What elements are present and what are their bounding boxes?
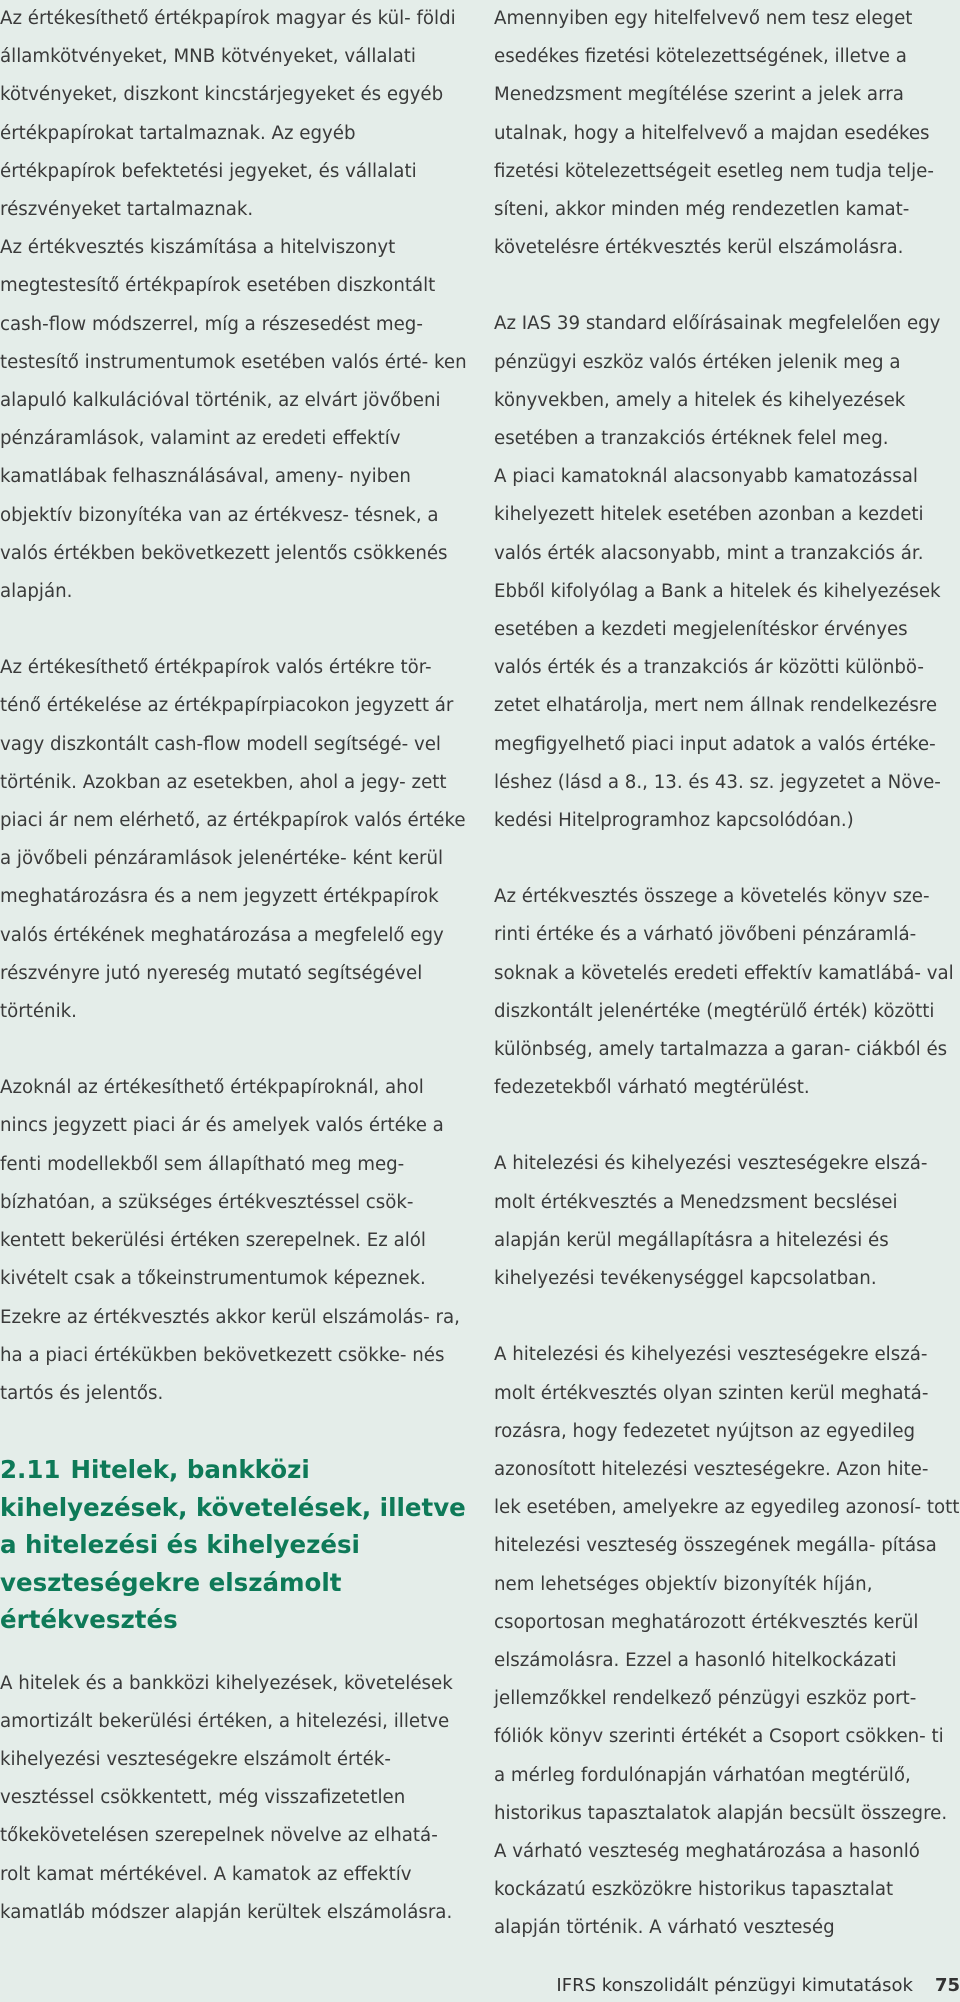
right-column (494, 0, 960, 1948)
page-number: 75 (934, 1975, 960, 1996)
section-heading (0, 1451, 470, 1639)
left-column (0, 0, 470, 1932)
section-number: 2.11 (0, 1455, 61, 1485)
paragraph: Amennyiben egy hitelfelvevő nem tesz eleget esedékes fizetési kötelezettségének, illetve a Menedzsment megítélése szerint a jelek arra utalnak, hogy a hitelfelvevő a majdan esedékes fizetési kötelezettségeit esetleg nem tudja telje- síteni, akkor minden még rendezetlen kamat- követelésre értékvesztés kerül elszámolásra. (494, 8, 934, 259)
paragraph: Az értékesíthető értékpapírok magyar és kül- földi államkötvényeket, MNB kötvényeket, vállalati kötvényeket, diszkont kincstárjegyeket és egyéb értékpapírokat tartalmaznak. Az egyéb értékpapírok befektetési jegyeket, és vállalati részvényeket tartalmaznak. (0, 8, 456, 221)
section-title: Hitelek, bankközi kihelyezések, követelések, illetve a hitelezési és kihelyezési veszteségekre elszámolt értékvesztés (0, 1455, 466, 1635)
paragraph: Az IAS 39 standard előírásainak megfelelően egy pénzügyi eszköz valós értéken jelenik meg a könyvekben, amely a hitelek és kihelyezések esetében a tranzakciós értéknek felel meg. (494, 313, 941, 450)
paragraph: Az értékvesztés kiszámítása a hitelviszonyt megtestesítő értékpapírok esetében diszkontált cash-flow módszerrel, míg a részesedést meg- testesítő instrumentumok esetében valós érté- ken alapuló kalkulációval történik, az elvárt jövőbeni pénzáramlások, valamint az eredeti effektív kamatlábak felhasználásával, ameny- nyiben objektív bizonyítéka van az értékvesz- tésnek, a valós értékben bekövetkezett jelentős csökkenés alapján. (0, 237, 467, 603)
footer-title: IFRS konszolidált pénzügyi kimutatások (556, 1975, 913, 1996)
paragraph: Az értékvesztés összege a követelés könyv sze- rinti értéke és a várható jövőbeni pénzáramlá- soknak a követelés eredeti effektív kamatlábá- val diszkontált jelenértéke (megtérülő érték) közötti különbség, amely tartalmazza a garan- ciákból és fedezetekből várható megtérülést. (494, 886, 954, 1099)
paragraph: A piaci kamatoknál alacsonyabb kamatozással kihelyezett hitelek esetében azonban a kezdeti valós érték alacsonyabb, mint a tranzakciós ár. Ebből kifolyólag a Bank a hitelek és kihelyezések esetében a kezdeti megjelenítéskor érvényes valós érték és a tranzakciós ár közötti különbö- zetet elhatárolja, mert nem állnak rendelkezésre megfigyelhető piaci input adatok a valós értéke- léshez (lásd a 8., 13. és 43. sz. jegyzetet a Növe- kedési Hitelprogramhoz kapcsolódóan.) (494, 466, 941, 832)
page-footer (548, 1974, 960, 1998)
paragraph: Az értékesíthető értékpapírok valós értékre tör- ténő értékelése az értékpapírpiacokon jegyzett ár vagy diszkontált cash-flow modell segítségé- vel történik. Azokban az esetekben, ahol a jegy- zett piaci ár nem elérhető, az értékpapírok valós értéke a jövőbeli pénzáramlások jelenértéke- ként kerül meghatározásra és a nem jegyzett értékpapírok valós értékének meghatározása a megfelelő egy részvényre jutó nyereség mutató segítségével történik. (0, 657, 466, 1023)
paragraph: A hitelek és a bankközi kihelyezések, követelések amortizált bekerülési értéken, a hitelezési, illetve kihelyezési veszteségekre elszámolt érték- vesztéssel csökkentett, még visszafizetetlen tőkekövetelésen szerepelnek növelve az elhatá- rolt kamat mértékével. A kamatok az effektív kamatláb módszer alapján kerültek elszámolásra. (0, 1672, 453, 1923)
paragraph: A hitelezési és kihelyezési veszteségekre elszá- molt értékvesztés a Menedzsment becslései alapján kerül megállapításra a hitelezési és kihelyezési tevékenységgel kapcsolatban. (494, 1153, 928, 1290)
paragraph: A hitelezési és kihelyezési veszteségekre elszá- molt értékvesztés olyan szinten kerül meghatá- rozásra, hogy fedezetet nyújtson az egyedileg azonosított hitelezési veszteségekre. Azon hite- lek esetében, amelyekre az egyedileg azonosí- tott hitelezési veszteség összegének megálla- pítása nem lehetséges objektív bizonyíték híján, csoportosan meghatározott értékvesztés kerül elszámolásra. Ezzel a hasonló hitelkockázati jellemzőkkel rendelkező pénzügyi eszköz port- fóliók könyv szerinti értékét a Csoport csökken- ti a mérleg fordulónapján várhatóan megtérülő, historikus tapasztalatok alapján becsült összegre. A várható veszteség meghatározása a hasonló kockázatú eszközökre historikus tapasztalat alapján történik. A várható veszteség (494, 1344, 960, 1939)
paragraph: Azoknál az értékesíthető értékpapíroknál, ahol nincs jegyzett piaci ár és amelyek valós értéke a fenti modellekből sem állapítható meg meg- bízhatóan, a szükséges értékvesztéssel csök- kentett bekerülési értéken szerepelnek. Ez alól kivételt csak a tőkeinstrumentumok képeznek. Ezekre az értékvesztés akkor kerül elszámolás- ra, ha a piaci értékükben bekövetkezett csökke- nés tartós és jelentős. (0, 1077, 460, 1404)
